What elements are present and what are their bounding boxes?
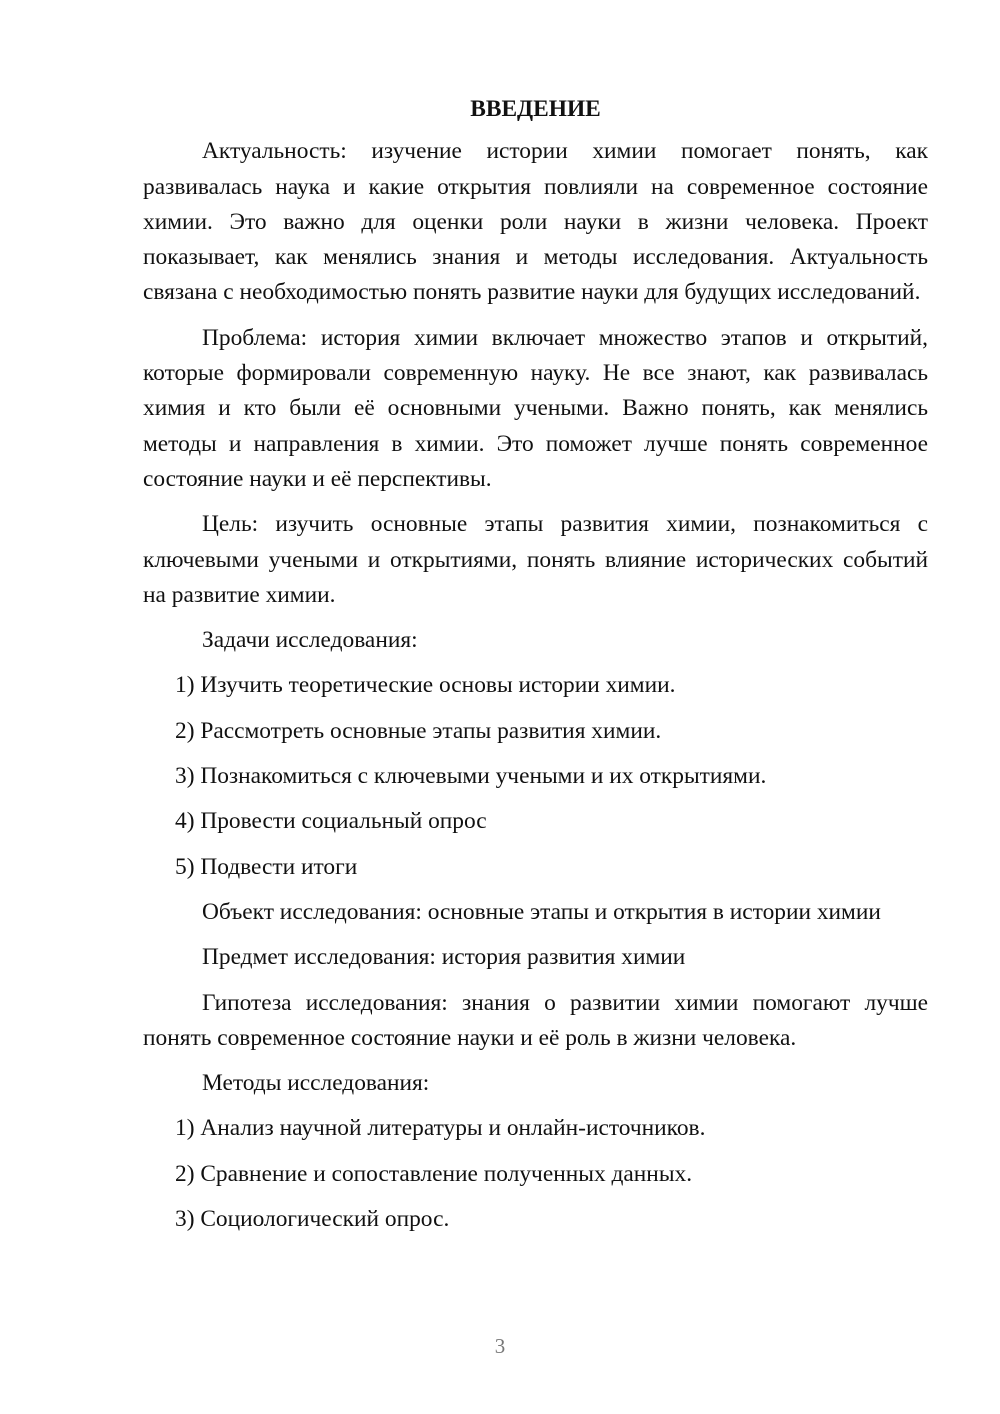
tasks-title: Задачи исследования: (202, 627, 418, 654)
list-item: 5) Подвести итоги (175, 853, 358, 880)
object-paragraph: Объект исследования: основные этапы и открытия в истории химии (202, 898, 881, 925)
tasks-list (143, 668, 928, 884)
methods-list (143, 1111, 928, 1237)
list-item: 2) Сравнение и сопоставление полученных данных. (175, 1160, 693, 1187)
page-number: 3 (494, 1334, 506, 1358)
problem-paragraph: Проблема: история химии включает множество этапов и открытий, которые формировали современную науку. Не все знают, как развивалась химия и кто были её основными учеными. Важно понять, как менялись методы и направления в химии. Это поможет лучше понять современное состояние науки и её перспективы. (143, 324, 928, 492)
list-item: 1) Изучить теоретические основы истории химии. (175, 672, 676, 699)
section-heading: ВВЕДЕНИЕ (470, 96, 601, 122)
goal-paragraph: Цель: изучить основные этапы развития химии, познакомиться с ключевыми учеными и открытиями, понять влияние исторических событий на развитие химии. (143, 511, 928, 608)
subject-paragraph: Предмет исследования: история развития химии (202, 944, 686, 971)
hypothesis-paragraph: Гипотеза исследования: знания о развитии химии помогают лучше понять современное состояние науки и её роль в жизни человека. (143, 989, 928, 1051)
relevance-paragraph: Актуальность: изучение истории химии помогает понять, как развивалась наука и какие открытия повлияли на современное состояние химии. Это важно для оценки роли науки в жизни человека. Проект показывает, как менялись знания и методы исследования. Актуальность связана с необходимостью понять развитие науки для будущих исследований. (143, 138, 928, 306)
document-page (143, 92, 928, 1247)
list-item: 2) Рассмотреть основные этапы развития химии. (175, 717, 662, 744)
list-item: 3) Познакомиться с ключевыми учеными и их открытиями. (175, 763, 767, 790)
list-item: 4) Провести социальный опрос (175, 808, 487, 835)
list-item: 1) Анализ научной литературы и онлайн-источников. (175, 1115, 706, 1142)
list-item: 3) Социологический опрос. (175, 1206, 450, 1233)
methods-title: Методы исследования: (202, 1070, 430, 1097)
